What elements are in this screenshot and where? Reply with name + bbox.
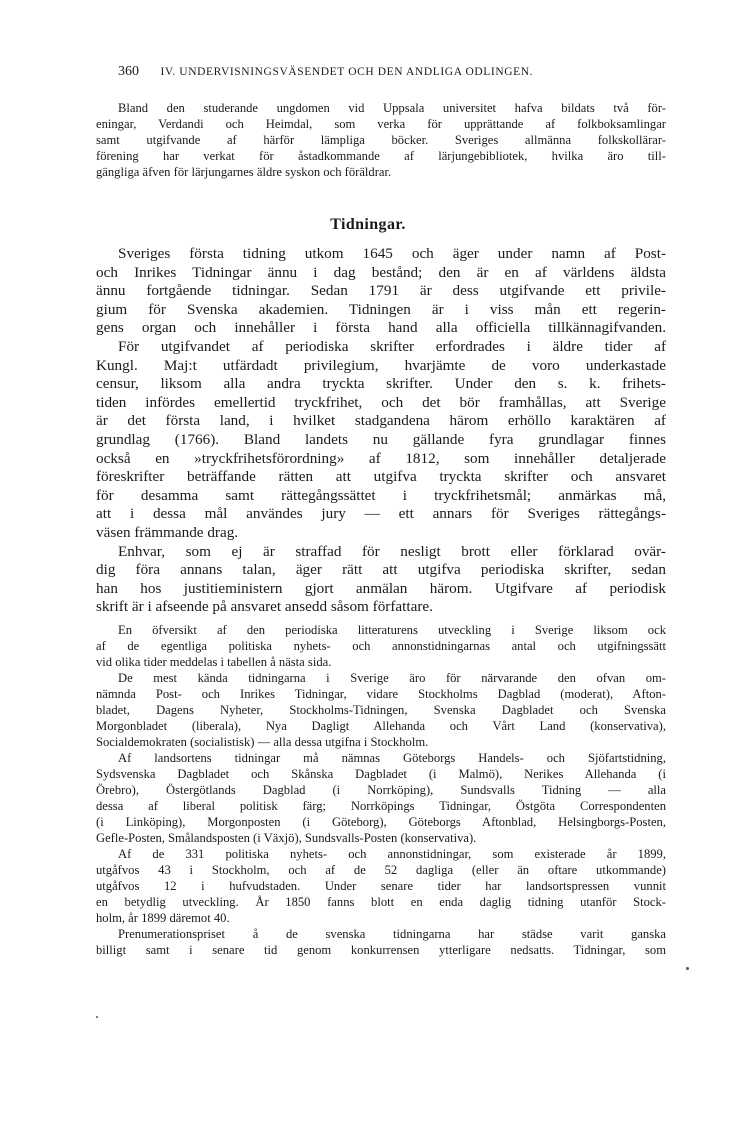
running-title: IV. UNDERVISNINGSVÄSENDET OCH DEN ANDLIGA ODLINGEN. [160, 66, 534, 78]
text-line: Örebro), Östergötlands Dagblad (i Norrköping), Sundsvalls Tidning — alla [96, 783, 666, 797]
text-line: bladet, Dagens Nyheter, Stockholms-Tidningen, Svenska Dagbladet och Svenska [96, 703, 666, 717]
text-line: grundlag (1766). Bland landets nu gällande fyra grundlagar finnes [96, 430, 666, 448]
text-line: att i dessa mål användes jury — ett annars för Sveriges rättegångs- [96, 505, 666, 523]
text-line: dig föra annans talan, äger rätt att utgifva periodiska skrifter, sedan [96, 561, 666, 579]
text-line: För utgifvandet af periodiska skrifter erfordrades i äldre tider af [118, 337, 666, 355]
text-line: Socialdemokraten (socialistisk) — alla dessa utgifna i Stockholm. [96, 735, 429, 749]
text-line: han hos justitieministern gjort anmälan härom. Utgifvare af periodisk [96, 579, 666, 597]
text-line: dessa af liberal politisk färg; Norrköpings Tidningar, Östgöta Correspondenten [96, 799, 666, 813]
text-line: Morgonbladet (liberala), Nya Dagligt Allehanda och Vårt Land (konservativa), [96, 719, 666, 733]
text-line: ännu fortgående tidningar. Sedan 1791 är dess utgifvande ett privile- [96, 282, 666, 300]
text-line: är det första land, i hvilket stadgandena härom erhöllo karaktären af [96, 412, 666, 430]
text-line: Prenumerationspriset å de svenska tidningarna har städse varit ganska [118, 927, 666, 941]
text-line: föreskrifter beträffande rätten att utgifva tryckta skrifter och ansvaret [96, 468, 666, 486]
text-line: (i Linköping), Morgonposten (i Göteborg), Göteborgs Aftonblad, Helsingborgs-Posten, [96, 815, 666, 829]
small-print [96, 622, 666, 958]
page-number: 360 [118, 64, 139, 79]
text-line: censur, liksom alla andra tryckta skrifter. Under den s. k. frihets- [96, 375, 666, 393]
text-line: Af landsortens tidningar må nämnas Göteborgs Handels- och Sjöfartstidning, [118, 751, 666, 765]
text-line: skrift är i afseende på ansvaret ansedd såsom författare. [96, 598, 433, 616]
text-line: Kungl. Maj:t utfärdadt privilegium, hvarjämte de voro underkastade [96, 356, 666, 374]
text-line: holm, år 1899 däremot 40. [96, 911, 230, 925]
text-line: billigt samt i senare tid genom konkurrensen ytterligare nedsatts. Tidningar, som [96, 943, 666, 957]
text-line: väsen främmande drag. [96, 523, 239, 541]
text-line: eningar, Verdandi och Heimdal, som verka för upprättande af folkboksamlingar [96, 117, 666, 131]
text-line: utgåfvos 43 i Stockholm, och af de 52 dagliga (eller än oftare utkommande) [96, 863, 666, 877]
text-line: Enhvar, som ej är straffad för nesligt brott eller förklarad ovär- [118, 542, 666, 560]
text-line: gens organ och innehåller i första hand alla officiella tillkännagifvanden. [96, 319, 666, 337]
print-speck [96, 1016, 98, 1018]
text-line: gängliga äfven för lärjungarnes äldre syskon och föräldrar. [96, 165, 392, 179]
main-text [96, 245, 666, 617]
text-line: En öfversikt af den periodiska litteraturens utveckling i Sverige liksom ock [118, 623, 666, 637]
text-line: Sveriges första tidning utkom 1645 och äger under namn af Post- [118, 245, 666, 262]
text-line: Gefle-Posten, Smålandsposten (i Växjö), Sundsvalls-Posten (konservativa). [96, 831, 477, 845]
text-line: Af de 331 politiska nyhets- och annonstidningar, som existerade år 1899, [118, 847, 666, 861]
text-line: De mest kända tidningarna i Sverige äro för närvarande den ofvan om- [118, 671, 666, 685]
text-line: och Inrikes Tidningar ännu i dag bestånd; den är en af världens äldsta [96, 263, 666, 281]
print-speck [686, 967, 689, 970]
text-line: Sydsvenska Dagbladet och Skånska Dagbladet (i Malmö), Nerikes Allehanda (i [96, 767, 666, 781]
text-line: vid olika tider meddelas i tabellen å nästa sida. [96, 655, 332, 669]
text-line: gium för Svenska akademien. Tidningen är i viss mån ett regerin- [96, 300, 666, 318]
text-line: af de egentliga politiska nyhets- och annonstidningarnas antal och utgifningssätt [96, 639, 666, 653]
text-line: förening har verkat för åstadkommande af lärjungebibliotek, hvilka äro till- [96, 149, 666, 163]
text-line: en betydlig utveckling. År 1850 fanns blott en enda daglig tidning utanför Stock- [96, 895, 666, 909]
intro-paragraph [96, 100, 666, 180]
text-line: tiden infördes emellertid tryckfrihet, och det bör framhållas, att Sverige [96, 393, 666, 411]
text-line: för desamma samt rättegångssättet i tryckfrihetsmål; anmärkas må, [96, 486, 666, 504]
text-line: också en »tryckfrihetsförordning» af 1812, som innehåller detaljerade [96, 449, 666, 467]
section-heading: Tidningar. [330, 216, 406, 233]
text-line: utgåfvos 12 i hufvudstaden. Under senare tider har landsortspressen vunnit [96, 879, 666, 893]
text-line: samt utgifvande af härför lämpliga böcker. Sveriges allmänna folkskollärar- [96, 133, 666, 147]
text-line: nämnda Post- och Inrikes Tidningar, vidare Stockholms Dagblad (moderat), Afton- [96, 687, 666, 701]
text-line: Bland den studerande ungdomen vid Uppsala universitet hafva bildats två för- [118, 101, 666, 115]
running-header [118, 64, 678, 80]
